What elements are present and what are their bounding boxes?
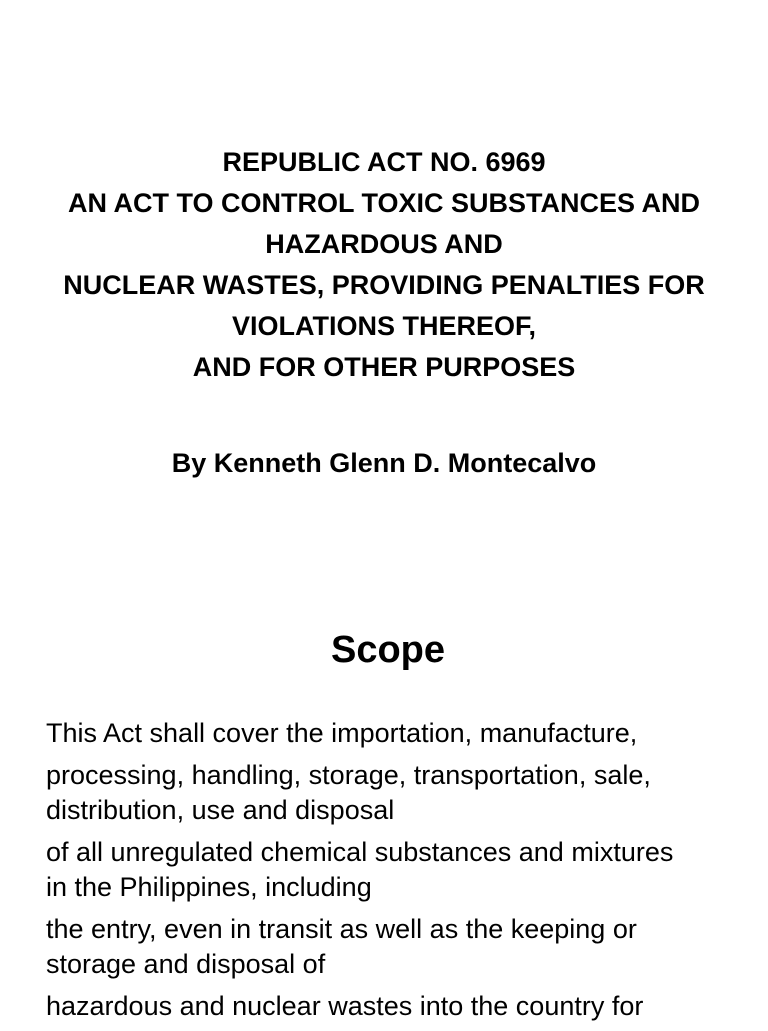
author-byline: By Kenneth Glenn D. Montecalvo	[171, 448, 597, 478]
title-line: REPUBLIC ACT NO. 6969	[222, 147, 546, 177]
scope-paragraph	[46, 989, 746, 1024]
title-line: AND FOR OTHER PURPOSES	[192, 352, 576, 382]
scope-line: processing, handling, storage, transportation, sale,	[46, 760, 651, 790]
scope-line: of all unregulated chemical substances and mixtures	[46, 837, 674, 867]
scope-line: This Act shall cover the importation, manufacture,	[46, 718, 638, 748]
title-line: NUCLEAR WASTES, PROVIDING PENALTIES FOR	[63, 270, 705, 300]
document-title	[0, 142, 768, 388]
scope-line: storage and disposal of	[46, 949, 326, 979]
title-line: VIOLATIONS THEREOF,	[231, 311, 536, 341]
scope-line: in the Philippines, including	[46, 872, 372, 902]
scope-heading: Scope	[330, 629, 446, 671]
scope-line: hazardous and nuclear wastes into the country for	[46, 991, 644, 1021]
scope-paragraph	[46, 716, 746, 751]
scope-body	[46, 716, 746, 1031]
scope-paragraph	[46, 758, 746, 828]
title-line: AN ACT TO CONTROL TOXIC SUBSTANCES AND	[67, 188, 701, 218]
scope-paragraph	[46, 912, 746, 982]
scope-line: distribution, use and disposal	[46, 795, 395, 825]
title-line: HAZARDOUS AND	[265, 229, 503, 259]
scope-paragraph	[46, 835, 746, 905]
scope-line: the entry, even in transit as well as the keeping or	[46, 914, 637, 944]
